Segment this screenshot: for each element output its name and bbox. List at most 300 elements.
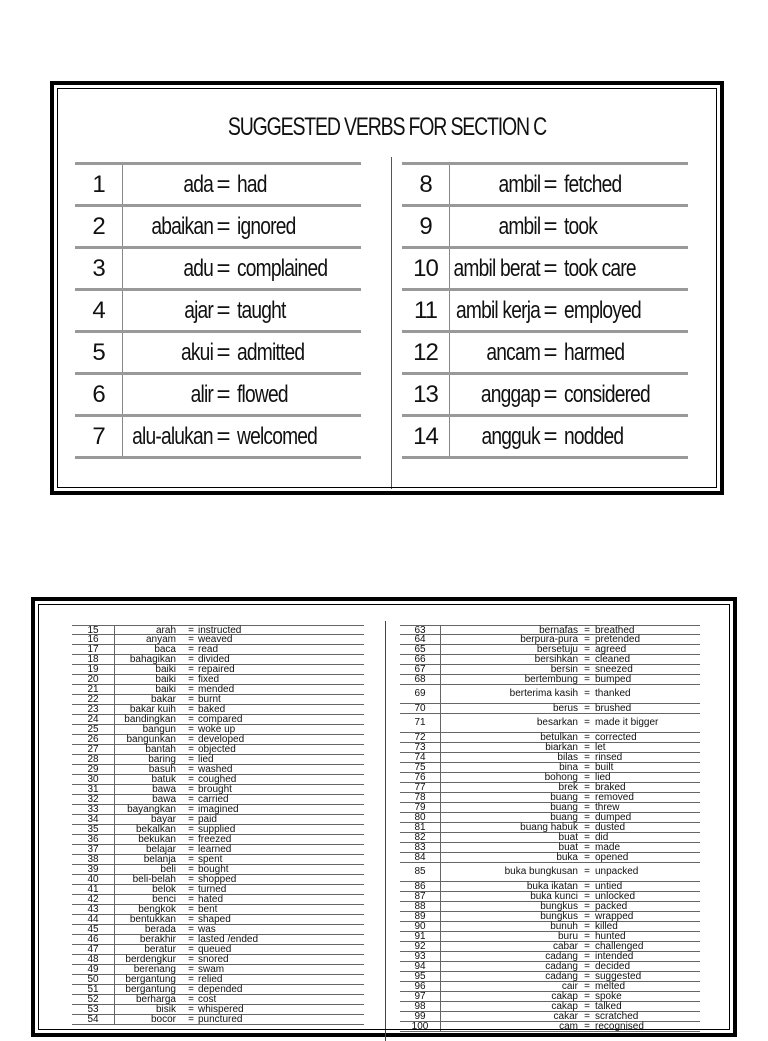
verbs-list-left [72, 625, 364, 1025]
malay-word: berakhir [139, 934, 176, 945]
malay-word: bohong [544, 772, 578, 783]
equals-sign: = [584, 881, 590, 892]
table-row [72, 985, 364, 995]
table-row [402, 330, 688, 372]
row-number: 82 [400, 833, 441, 842]
row-number: 27 [72, 745, 115, 754]
malay-word: cabar [552, 941, 578, 952]
english-word: turned [198, 884, 227, 895]
table-row [75, 288, 361, 330]
equals-sign: = [584, 901, 590, 912]
malay-word: brek [558, 782, 578, 793]
english-word: repaired [198, 664, 235, 675]
equals-sign: = [584, 624, 590, 636]
english-word: admitted [237, 339, 305, 366]
malay-word: berenang [133, 964, 176, 975]
equals-sign: = [188, 774, 194, 785]
row-number: 51 [72, 985, 115, 994]
english-word: hunted [595, 931, 626, 942]
english-word: supplied [198, 824, 236, 835]
malay-word: anggap [480, 381, 540, 408]
english-word: made it bigger [595, 716, 659, 728]
row-number: 48 [72, 955, 115, 964]
malay-word: benci [152, 894, 176, 905]
english-word: had [237, 171, 267, 198]
equals-sign: = [188, 824, 194, 835]
english-word: spoke [595, 991, 622, 1002]
malay-word: buka [556, 852, 578, 863]
row-number: 8 [402, 165, 450, 204]
verbs-list-right [400, 625, 700, 1032]
table-row [400, 714, 700, 733]
malay-word: cadang [545, 951, 578, 962]
english-word: freezed [198, 834, 232, 845]
verbs-table-left [75, 162, 361, 459]
malay-word: bangun [142, 724, 176, 735]
row-number: 91 [400, 932, 441, 941]
english-word: developed [198, 734, 245, 745]
malay-word: ambil [498, 213, 540, 240]
malay-word: alir [190, 381, 213, 408]
row-number: 65 [400, 645, 441, 654]
row-number: 90 [400, 922, 441, 931]
row-number: 17 [72, 645, 115, 654]
equals-sign: = [584, 772, 590, 783]
equals-sign: = [188, 654, 194, 665]
english-word: considered [564, 381, 650, 408]
english-word: fetched [564, 171, 622, 198]
english-word: decided [595, 961, 631, 972]
equals-sign: = [584, 687, 590, 699]
table-row [75, 372, 361, 414]
malay-word: belok [152, 884, 176, 895]
equals-sign: = [188, 804, 194, 815]
english-word: spent [198, 854, 223, 865]
malay-word: ambil berat [453, 255, 540, 282]
english-word: recognised [595, 1021, 644, 1032]
table-row [400, 773, 700, 783]
row-number: 29 [72, 765, 115, 774]
english-word: took [564, 213, 598, 240]
table-row [400, 982, 700, 992]
malay-word: buat [558, 832, 578, 843]
malay-word: akui [180, 339, 213, 366]
malay-word: cadang [545, 971, 578, 982]
malay-word: abaikan [151, 213, 213, 240]
row-number: 20 [72, 675, 115, 684]
row-number: 43 [72, 905, 115, 914]
row-number: 39 [72, 865, 115, 874]
table-row [400, 853, 700, 863]
malay-word: buang habuk [520, 822, 578, 833]
malay-word: ambil kerja [455, 297, 540, 324]
malay-word: baca [154, 644, 176, 655]
equals-sign: = [188, 674, 194, 685]
row-number: 30 [72, 775, 115, 784]
table-row [400, 685, 700, 704]
english-word: dusted [595, 822, 626, 833]
row-number: 5 [75, 333, 123, 372]
malay-word: bangunkan [126, 734, 176, 745]
malay-word: cakap [551, 991, 578, 1002]
table-row [400, 1012, 700, 1022]
english-word: fixed [198, 674, 220, 685]
equals-sign: = [584, 1021, 590, 1032]
equals-sign: = [584, 842, 590, 853]
row-number: 22 [72, 695, 115, 704]
malay-word: ada [183, 171, 213, 198]
english-word: bought [198, 864, 229, 875]
equals-sign: = [584, 921, 590, 932]
english-word: woke up [198, 724, 236, 735]
malay-word: bengkok [138, 904, 176, 915]
malay-word: bekukan [138, 834, 176, 845]
equals-sign: = [584, 644, 590, 655]
malay-word: buang [550, 812, 578, 823]
row-number: 64 [400, 635, 441, 644]
equals-sign: = [188, 894, 194, 905]
equals-sign: = [188, 964, 194, 975]
row-number: 83 [400, 843, 441, 852]
malay-word: bekalkan [135, 824, 176, 835]
row-number: 25 [72, 725, 115, 734]
equals-sign: = [584, 891, 590, 902]
equals-sign: = [584, 961, 590, 972]
malay-word: alu-alukan [132, 423, 213, 450]
table-row [400, 843, 700, 853]
equals-sign: = [188, 764, 194, 775]
malay-word: bandingkan [124, 714, 176, 725]
malay-word: bina [559, 762, 578, 773]
row-number: 85 [400, 863, 441, 881]
row-number: 12 [402, 333, 450, 372]
equals-sign: = [188, 814, 194, 825]
english-word: divided [198, 654, 230, 665]
malay-word: bernafas [539, 624, 578, 636]
english-word: coughed [198, 774, 237, 785]
malay-word: besarkan [536, 716, 578, 728]
equals-sign: = [188, 1004, 194, 1015]
row-number: 97 [400, 992, 441, 1001]
malay-word: bergantung [125, 974, 176, 985]
row-number: 95 [400, 972, 441, 981]
equals-sign: = [584, 703, 590, 714]
equals-sign: = [584, 716, 590, 728]
english-word: objected [198, 744, 236, 755]
malay-word: angguk [481, 423, 540, 450]
table-row [400, 743, 700, 753]
english-word: corrected [595, 732, 637, 743]
table-row [400, 823, 700, 833]
equals-sign: = [188, 734, 194, 745]
malay-word: berus [552, 703, 578, 714]
english-word: sneezed [595, 664, 633, 675]
malay-word: berdengkur [125, 954, 176, 965]
row-number: 77 [400, 783, 441, 792]
equals-sign: = [584, 852, 590, 863]
english-word: pretended [595, 634, 641, 645]
row-number: 15 [72, 626, 115, 634]
table-row [402, 204, 688, 246]
row-number: 53 [72, 1005, 115, 1014]
english-word: took care [564, 255, 636, 282]
equals-sign: = [584, 981, 590, 992]
malay-word: bersihkan [534, 654, 578, 665]
english-word: punctured [198, 1014, 243, 1025]
english-word: harmed [564, 339, 625, 366]
equals-sign: = [188, 984, 194, 995]
malay-word: beratur [144, 944, 176, 955]
row-number: 88 [400, 902, 441, 911]
malay-word: bantah [145, 744, 176, 755]
equals-sign: = [188, 954, 194, 965]
table-row [72, 745, 364, 755]
equals-sign: = [584, 742, 590, 753]
equals-sign: = [216, 171, 230, 198]
english-word: snored [198, 954, 229, 965]
row-number: 33 [72, 805, 115, 814]
equals-sign: = [188, 924, 194, 935]
equals-sign: = [216, 339, 230, 366]
malay-word: anyam [145, 634, 176, 645]
row-number: 4 [75, 291, 123, 330]
english-word: bent [198, 904, 218, 915]
english-word: suggested [595, 971, 642, 982]
row-number: 89 [400, 912, 441, 921]
malay-word: cakar [553, 1011, 578, 1022]
english-word: untied [595, 881, 623, 892]
table-row [75, 204, 361, 246]
row-number: 26 [72, 735, 115, 744]
equals-sign: = [543, 213, 557, 240]
table-row [400, 753, 700, 763]
row-number: 44 [72, 915, 115, 924]
row-number: 73 [400, 743, 441, 752]
malay-word: bilas [557, 752, 578, 763]
equals-sign: = [543, 297, 557, 324]
equals-sign: = [584, 792, 590, 803]
table-row [400, 704, 700, 714]
equals-sign: = [543, 171, 557, 198]
table-row [75, 246, 361, 288]
row-number: 2 [75, 207, 123, 246]
row-number: 40 [72, 875, 115, 884]
english-word: lasted /ended [198, 934, 259, 945]
malay-word: bisik [155, 1004, 176, 1015]
equals-sign: = [188, 884, 194, 895]
table-row [402, 288, 688, 330]
equals-sign: = [188, 934, 194, 945]
table-row [400, 833, 700, 843]
equals-sign: = [188, 904, 194, 915]
row-number: 24 [72, 715, 115, 724]
equals-sign: = [584, 951, 590, 962]
equals-sign: = [188, 994, 194, 1005]
english-word: employed [564, 297, 641, 324]
row-number: 54 [72, 1015, 115, 1024]
malay-word: buang [550, 792, 578, 803]
row-number: 21 [72, 685, 115, 694]
equals-sign: = [216, 297, 230, 324]
english-word: dumped [595, 812, 632, 823]
suggested-verbs-card [50, 81, 724, 495]
table-row [72, 635, 364, 645]
equals-sign: = [188, 634, 194, 645]
english-word: challenged [595, 941, 644, 952]
table-row [400, 655, 700, 665]
english-word: flowed [237, 381, 288, 408]
malay-word: bayangkan [127, 804, 176, 815]
malay-word: baiki [155, 674, 176, 685]
malay-word: bayar [150, 814, 176, 825]
equals-sign: = [543, 339, 557, 366]
table-row [72, 895, 364, 905]
equals-sign: = [188, 844, 194, 855]
row-number: 69 [400, 685, 441, 703]
equals-sign: = [584, 802, 590, 813]
equals-sign: = [188, 704, 194, 715]
english-word: talked [595, 1001, 622, 1012]
english-word: hated [198, 894, 224, 905]
malay-word: betulkan [540, 732, 578, 743]
row-number: 81 [400, 823, 441, 832]
english-word: scratched [595, 1011, 639, 1022]
row-number: 38 [72, 855, 115, 864]
table-row [402, 246, 688, 288]
row-number: 94 [400, 962, 441, 971]
equals-sign: = [584, 822, 590, 833]
row-number: 92 [400, 942, 441, 951]
malay-word: cair [561, 981, 578, 992]
column-divider [391, 157, 392, 489]
equals-sign: = [584, 782, 590, 793]
equals-sign: = [543, 423, 557, 450]
row-number: 63 [400, 626, 441, 634]
equals-sign: = [584, 971, 590, 982]
malay-word: ambil [498, 171, 540, 198]
malay-word: berada [144, 924, 176, 935]
malay-word: berterima kasih [509, 687, 578, 699]
malay-word: baiki [155, 684, 176, 695]
english-word: learned [198, 844, 232, 855]
malay-word: bakar kuih [129, 704, 176, 715]
row-number: 84 [400, 853, 441, 862]
malay-word: buka bungkusan [504, 865, 578, 877]
malay-word: bentukkan [129, 914, 176, 925]
english-word: braked [595, 782, 626, 793]
equals-sign: = [188, 624, 194, 636]
english-word: compared [198, 714, 243, 725]
malay-word: belanja [143, 854, 176, 865]
malay-word: buka ikatan [526, 881, 578, 892]
english-word: removed [595, 792, 634, 803]
equals-sign: = [584, 762, 590, 773]
malay-word: baring [148, 754, 176, 765]
english-word: killed [595, 921, 618, 932]
malay-word: bocor [150, 1014, 176, 1025]
malay-word: bungkus [540, 901, 578, 912]
malay-word: adu [183, 255, 213, 282]
english-word: imagined [198, 804, 239, 815]
equals-sign: = [584, 664, 590, 675]
english-word: burnt [198, 694, 221, 705]
row-number: 52 [72, 995, 115, 1004]
malay-word: bersin [550, 664, 578, 675]
malay-word: buang [550, 802, 578, 813]
equals-sign: = [216, 423, 230, 450]
equals-sign: = [188, 914, 194, 925]
malay-word: belajar [145, 844, 176, 855]
equals-sign: = [584, 911, 590, 922]
equals-sign: = [584, 1001, 590, 1012]
equals-sign: = [188, 1014, 194, 1025]
table-row [400, 992, 700, 1002]
equals-sign: = [584, 931, 590, 942]
equals-sign: = [188, 694, 194, 705]
table-row [72, 915, 364, 925]
row-number: 19 [72, 665, 115, 674]
malay-word: bersetuju [536, 644, 578, 655]
malay-word: basuh [148, 764, 176, 775]
english-word: unlocked [595, 891, 636, 902]
row-number: 6 [75, 375, 123, 414]
equals-sign: = [584, 634, 590, 645]
equals-sign: = [584, 674, 590, 685]
card-title: SUGGESTED VERBS FOR SECTION C [227, 113, 547, 141]
row-number: 78 [400, 793, 441, 802]
row-number: 99 [400, 1012, 441, 1021]
verbs-list-card [31, 597, 737, 1037]
equals-sign: = [188, 834, 194, 845]
malay-word: bertembung [524, 674, 578, 685]
row-number: 74 [400, 753, 441, 762]
english-word: did [595, 832, 609, 843]
equals-sign: = [188, 854, 194, 865]
english-word: washed [198, 764, 233, 775]
english-word: bumped [595, 674, 632, 685]
row-number: 36 [72, 835, 115, 844]
row-number: 80 [400, 813, 441, 822]
english-word: welcomed [237, 423, 318, 450]
equals-sign: = [188, 874, 194, 885]
malay-word: buat [558, 842, 578, 853]
malay-word: ajar [184, 297, 213, 324]
malay-word: ancam [486, 339, 540, 366]
row-number: 37 [72, 845, 115, 854]
english-word: was [198, 924, 216, 935]
table-row [402, 162, 688, 204]
table-row [72, 805, 364, 815]
english-word: lied [595, 772, 611, 783]
verbs-table-right [402, 162, 688, 459]
table-row [402, 414, 688, 459]
equals-sign: = [188, 724, 194, 735]
malay-word: batuk [151, 774, 176, 785]
malay-word: bunuh [550, 921, 578, 932]
row-number: 87 [400, 892, 441, 901]
row-number: 45 [72, 925, 115, 934]
table-row [400, 922, 700, 932]
equals-sign: = [584, 865, 590, 877]
table-row [400, 675, 700, 685]
english-word: made [595, 842, 621, 853]
english-word: melted [595, 981, 626, 992]
english-word: shopped [198, 874, 237, 885]
equals-sign: = [188, 714, 194, 725]
row-number: 14 [402, 417, 450, 456]
malay-word: cadang [545, 961, 578, 972]
english-word: ignored [237, 213, 296, 240]
